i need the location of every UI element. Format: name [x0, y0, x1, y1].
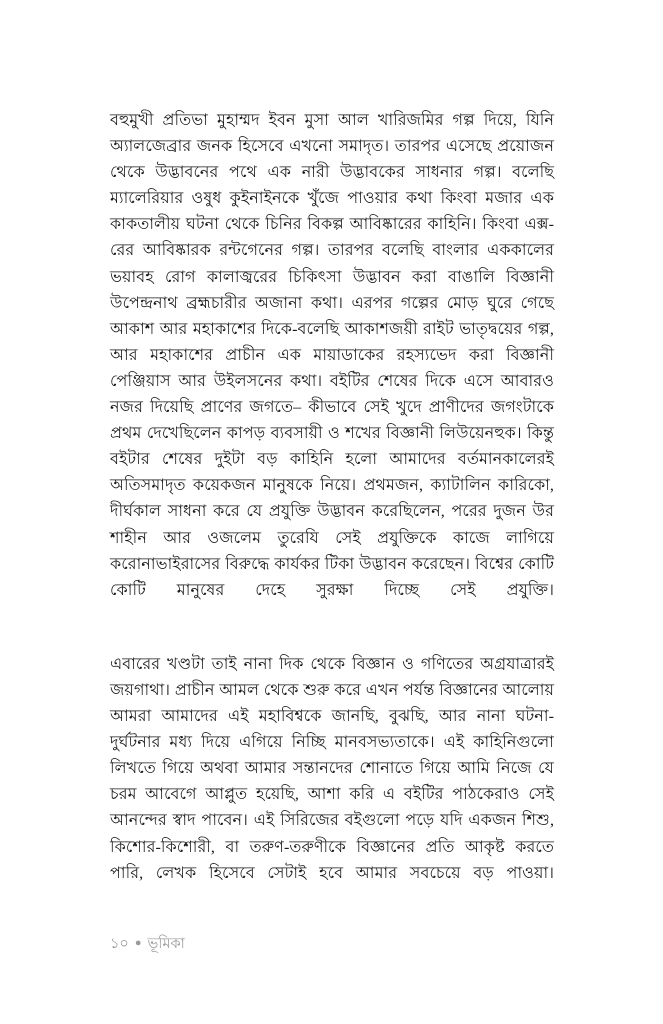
body-paragraph-2: এবারের খণ্ডটা তাই নানা দিক থেকে বিজ্ঞান ও গণিতের অগ্রযাত্রারই জয়গাথা। প্রাচীন আমল থেকে শুরু করে এখন পর্যন্ত বিজ্ঞানের আলোয় আমরা আমাদের এই মহাবিশ্বকে জানছি, বুঝছি, আর নানা ঘটনা-দুর্ঘটনার মধ্য দিয়ে এগিয়ে নিচ্ছি মানবসভ্যতাকে। এই কাহিনিগুলো লিখতে গিয়ে অথবা আমার সন্তানদের শোনাতে গিয়ে আমি নিজে যে চরম আবেগে আপ্লুত হয়েছি, আশা করি এ বইটির পাঠকেরাও সেই আনন্দের স্বাদ পাবেন। এই সিরিজের বইগুলো পড়ে যদি একজন শিশু, কিশোর-কিশোরী, বা তরুণ-তরুণীকে বিজ্ঞানের প্রতি আকৃষ্ট করতে পারি, লেখক হিসেবে সেটাই হবে আমার সবচেয়ে বড় পাওয়া।	[110, 655, 554, 882]
folio-page-number: ১০	[110, 936, 129, 952]
body-paragraph-1: বহুমুখী প্রতিভা মুহাম্মদ ইবন মুসা আল খারিজমির গল্প দিয়ে, যিনি অ্যালজেব্রার জনক হিসেবে এখনো সমাদৃত। তারপর এসেছে প্রয়োজন থেকে উদ্ভাবনের পথে এক নারী উদ্ভাবকের সাধনার গল্প। বলেছি ম্যালেরিয়ার ওষুধ কুইনাইনকে খুঁজে পাওয়ার কথা কিংবা মজার এক কাকতালীয় ঘটনা থেকে চিনির বিকল্প আবিষ্কারের কাহিনি। কিংবা এক্স-রের আবিষ্কারক রন্টগেনের গল্প। তারপর বলেছি বাংলার এককালের ভয়াবহ রোগ কালাজ্বরের চিকিৎসা উদ্ভাবন করা বাঙালি বিজ্ঞানী উপেন্দ্রনাথ ব্রহ্মচারীর অজানা কথা। এরপর গল্পের মোড় ঘুরে গেছে আকাশ আর মহাকাশের দিকে-বলেছি আকাশজয়ী রাইট ভাতৃদ্বয়ের গল্প, আর মহাকাশের প্রাচীন এক মায়াডাকের রহস্যভেদ করা বিজ্ঞানী পেঞ্জিয়াস আর উইলসনের কথা। বইটির শেষের দিকে এসে আবারও নজর দিয়েছি প্রাণের জগতে– কীভাবে সেই খুদে প্রাণীদের জগংটাকে প্রথম দেখেছিলেন কাপড় ব্যবসায়ী ও শখের বিজ্ঞানী লিউয়েনহুক। কিন্তু বইটার শেষের দুইটা বড় কাহিনি হলো আমাদের বর্তমানকালেরই অতিসমাদৃত কয়েকজন মানুষকে নিয়ে। প্রথমজন, ক্যাটালিন কারিকো, দীর্ঘকাল সাধনা করে যে প্রযুক্তি উদ্ভাবন করেছিলেন, পরের দুজন উর শাহীন আর ওজলেম তুরেযি সেই প্রযুক্তিকে কাজে লাগিয়ে করোনাভাইরাসের বিরুদ্ধে কার্যকর টিকা উদ্ভাবন করেছেন। বিশ্বের কোটি কোটি মানুষের দেহে সুরক্ষা দিচ্ছে সেই প্রযুক্তি।	[110, 112, 554, 599]
text-column	[110, 108, 554, 913]
bullet-separator-icon: ●	[134, 937, 142, 949]
folio-section-label: ভূমিকা	[147, 936, 185, 952]
page-footer	[110, 934, 185, 955]
